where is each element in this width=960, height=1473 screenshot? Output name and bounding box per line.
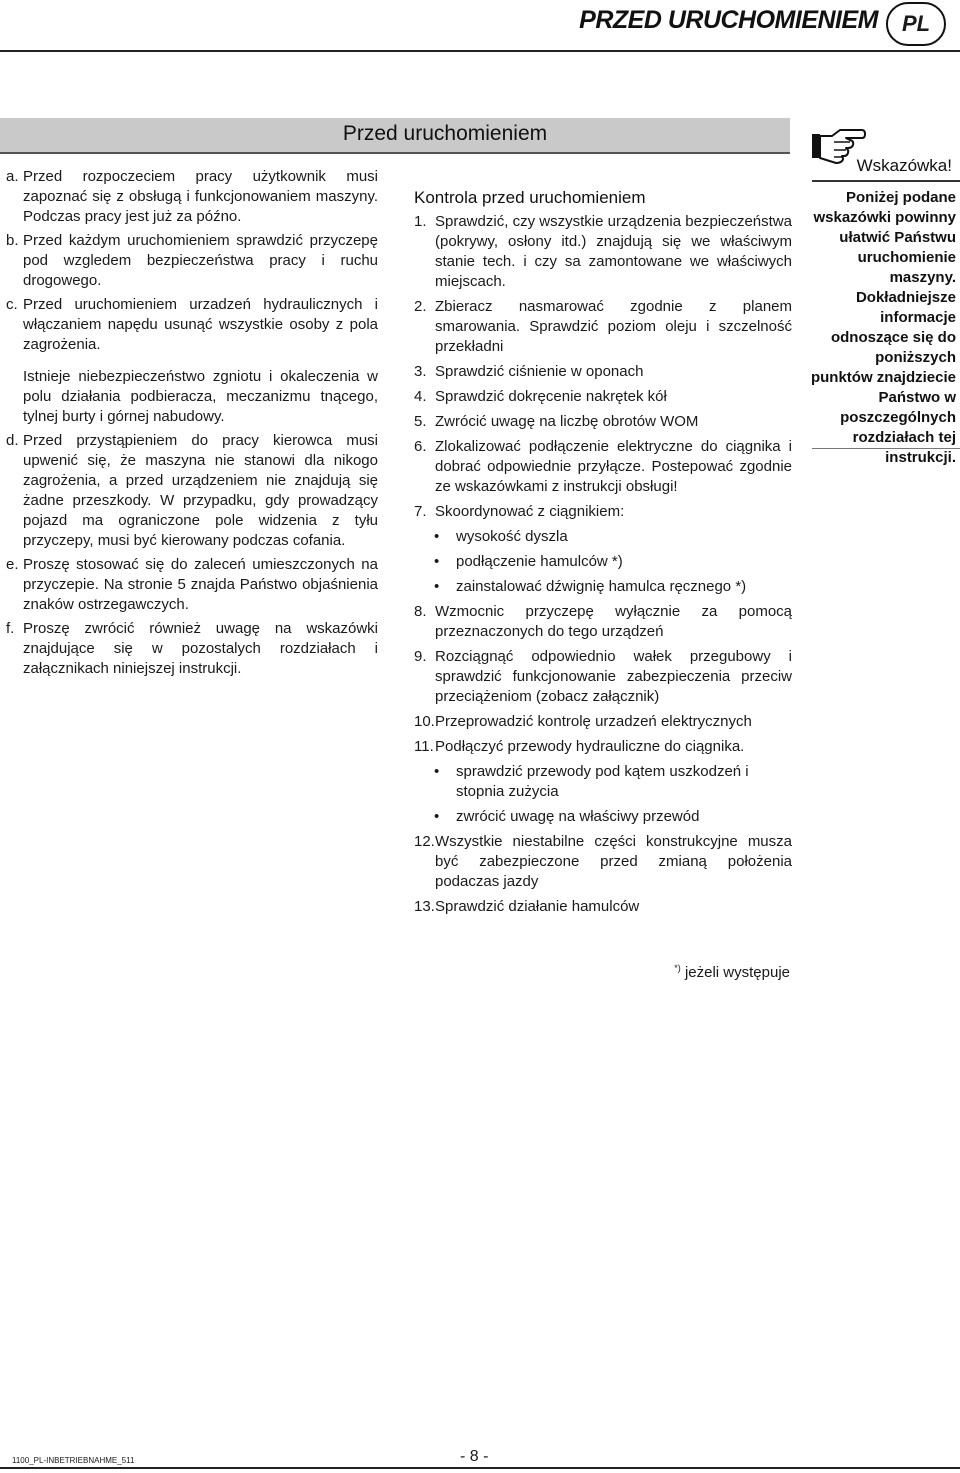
checklist-number: 12. — [414, 833, 435, 850]
note-label: b. — [6, 232, 19, 249]
checklist-text: Wszystkie niestabilne części konstrukcyjne musza być zabezpieczone przed zmianą położenia podaczas jazdy — [435, 833, 792, 890]
note-e — [6, 555, 378, 615]
note-label: c. — [6, 296, 18, 313]
footnote-mark: *) — [674, 963, 681, 973]
footnote-text: jeżeli występuje — [684, 964, 790, 981]
checklist-item — [414, 297, 792, 357]
checklist-bullet — [434, 762, 792, 802]
checklist-bullet — [434, 527, 792, 547]
checklist-text: Skoordynować z ciągnikiem: — [435, 503, 625, 520]
note-label: d. — [6, 432, 19, 449]
checklist-number: 2. — [414, 298, 427, 315]
checklist-bullet — [434, 807, 792, 827]
bullet-text: podłączenie hamulców *) — [456, 553, 623, 570]
hint-body: Poniżej podane wskazówki powinny ułatwić Państwu uruchomienie maszyny. Dokładniejsze informacje odnoszące się do poniższych punktów znajdziecie Państwo w poszczególnych rozdziałach tej instrukcji. — [810, 189, 956, 466]
danger-paragraph: Istnieje niebezpieczeństwo zgniotu i okaleczenia w polu działania podbieracza, meczanizmu tnącego, tylnej burty i górnej nabudowy. — [23, 368, 378, 425]
note-d — [6, 431, 378, 551]
checklist-item — [414, 602, 792, 642]
bullet-glyph: • — [434, 808, 440, 825]
bullet-text: wysokość dyszla — [456, 528, 568, 545]
note-text: Proszę stosować się do zaleceń umieszczonych na przyczepie. Na stronie 5 znajda Państwo objaśnienia znaków ostrzegawczych. — [23, 556, 378, 613]
pre-start-checklist — [414, 188, 792, 922]
checklist-text: Sprawdzić dokręcenie nakrętek kół — [435, 388, 667, 405]
checklist-text: Wzmocnic przyczepę wyłącznie za pomocą przeznaczonych do tego urządzeń — [435, 603, 792, 640]
bullet-text: sprawdzić przewody pod kątem uszkodzeń i stopnia zużycia — [456, 763, 749, 800]
checklist-number: 9. — [414, 648, 427, 665]
checklist-item — [414, 647, 792, 707]
note-text: Przed rozpoczeciem pracy użytkownik musi zapoznać się z obsługą i funkcjonowaniem maszyny. Podczas pracy jest już za późno. — [23, 168, 378, 225]
checklist-number: 8. — [414, 603, 427, 620]
checklist-number: 5. — [414, 413, 427, 430]
checklist-number: 1. — [414, 213, 427, 230]
checklist-text: Podłączyć przewody hydrauliczne do ciągnika. — [435, 738, 745, 755]
checklist-item — [414, 502, 792, 522]
note-a — [6, 167, 378, 227]
checklist-item — [414, 897, 792, 917]
checklist-bullet — [434, 577, 792, 597]
checklist-item — [414, 437, 792, 497]
page-number: - 8 - — [460, 1448, 489, 1465]
hint-rule — [812, 180, 960, 182]
checklist-text: Zlokalizować podłączenie elektryczne do ciągnika i dobrać odpowiednie przyłącze. Postepować zgodnie ze wskazówkami z instrukcji obsługi! — [435, 438, 792, 495]
checklist-text: Rozciągnąć odpowiednio wałek przegubowy i sprawdzić funkcjonowanie zabezpieczenia przeciw przeciążeniom (zobacz załącznik) — [435, 648, 792, 705]
note-label: e. — [6, 556, 19, 573]
footer-rule — [0, 1467, 960, 1469]
checklist-item — [414, 212, 792, 292]
hint-bottom-rule — [812, 448, 960, 449]
note-text: Przed przystąpieniem do pracy kierowca musi upwenić się, że maszyna nie stanowi dla nikogo zagrożenia, a przed urządzeniem nie znajdują się żadne przeszkody. W przypadku, gdy prowadzący pojazd ma ograniczone pole widzenia z tyłu przyczepy, musi być kierowany podczas cofania. — [23, 432, 378, 549]
note-label: a. — [6, 168, 19, 185]
section-title: Przed uruchomieniem — [342, 122, 548, 145]
checklist-number: 3. — [414, 363, 427, 380]
hint-title: Wskazówka! — [856, 156, 952, 175]
checklist-text: Zbieracz nasmarować zgodnie z planem smarowania. Sprawdzić poziom oleju i szczelność przekładni — [435, 298, 792, 355]
checklist-title: Kontrola przed uruchomieniem — [414, 188, 646, 207]
note-label: f. — [6, 620, 15, 637]
checklist-bullet — [434, 552, 792, 572]
note-text: Przed każdym uruchomieniem sprawdzić przyczepę pod wzgledem bezpieczeństwa pracy i ruchu drogowego. — [23, 232, 378, 289]
document-id: 1100_PL-INBETRIEBNAHME_511 — [12, 1456, 135, 1465]
checklist-text: Sprawdzić ciśnienie w oponach — [435, 363, 644, 380]
header-rule — [0, 50, 960, 52]
general-notes — [6, 167, 378, 679]
note-c — [6, 295, 378, 355]
checklist-text: Przeprowadzić kontrolę urzadzeń elektrycznych — [435, 713, 752, 730]
checklist-text: Sprawdzić, czy wszystkie urządzenia bezpieczeństwa (pokrywy, osłony itd.) znajdują się we właściwym stanie tech. i czy sa zamontowane we właściwych miejscach. — [435, 213, 792, 290]
checklist-item — [414, 832, 792, 892]
checklist-number: 10. — [414, 713, 435, 730]
checklist-item — [414, 387, 792, 407]
checklist-item — [414, 712, 792, 732]
checklist-number: 7. — [414, 503, 427, 520]
note-b — [6, 231, 378, 291]
checklist-item — [414, 737, 792, 757]
bullet-text: zwrócić uwagę na właściwy przewód — [456, 808, 700, 825]
checklist-text: Sprawdzić działanie hamulców — [435, 898, 640, 915]
checklist-number: 4. — [414, 388, 427, 405]
bullet-glyph: • — [434, 763, 440, 780]
bullet-glyph: • — [434, 553, 440, 570]
checklist-text: Zwrócić uwagę na liczbę obrotów WOM — [435, 413, 699, 430]
bullet-glyph: • — [434, 528, 440, 545]
note-text: Proszę zwrócić również uwagę na wskazówki znajdujące się w pozostalych rozdziałach i załącznikach niniejszej instrukcji. — [23, 620, 378, 677]
checklist-number: 6. — [414, 438, 427, 455]
checklist-item — [414, 362, 792, 382]
bullet-text: zainstalować dźwignię hamulca ręcznego *) — [456, 578, 747, 595]
checklist-item — [414, 412, 792, 432]
note-f — [6, 619, 378, 679]
checklist-number: 11. — [414, 738, 434, 755]
checklist-number: 13. — [414, 898, 435, 915]
footnote — [674, 963, 790, 981]
note-text: Przed uruchomieniem urzadzeń hydraulicznych i włączaniem napędu usunąć wszystkie osoby z pola zagrożenia. — [23, 296, 378, 353]
bullet-glyph: • — [434, 578, 440, 595]
language-badge: PL — [886, 2, 946, 46]
page-header-title: PRZED URUCHOMIENIEM — [579, 6, 878, 34]
